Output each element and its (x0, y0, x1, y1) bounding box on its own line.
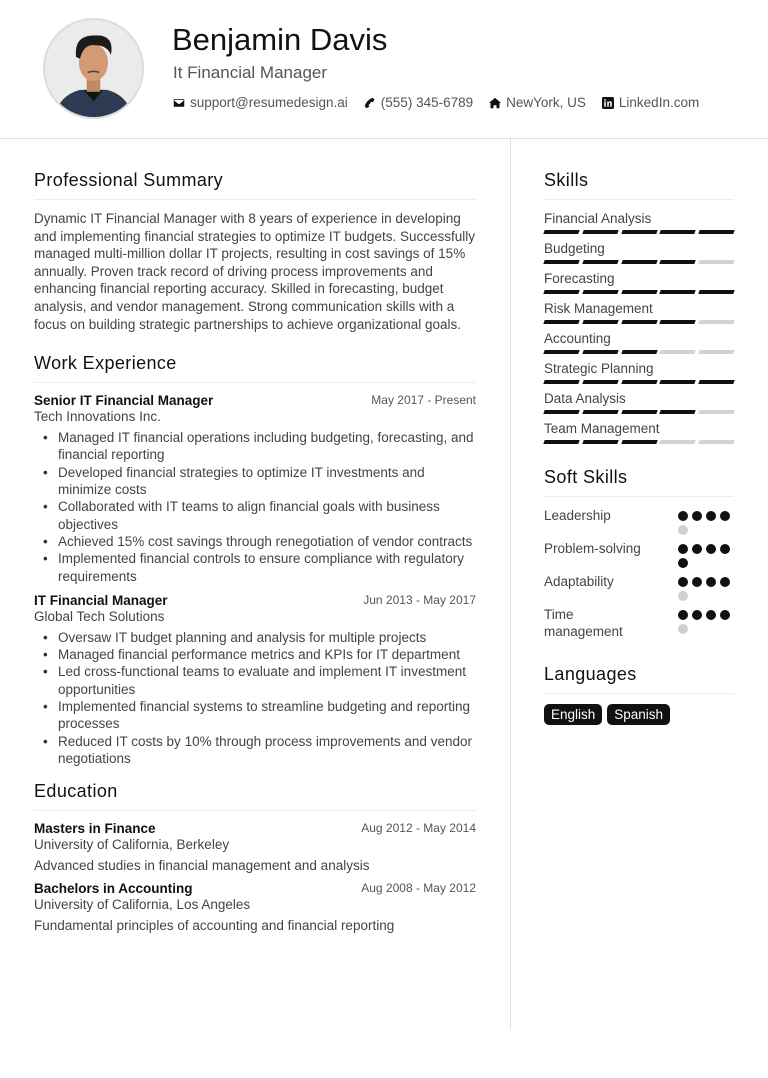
skill-level-segment (621, 440, 657, 444)
soft-skill-item (544, 540, 734, 568)
contact-location (489, 95, 586, 110)
job-date: Jun 2013 - May 2017 (363, 592, 476, 607)
education-header (34, 881, 476, 896)
soft-skill-rating (678, 540, 734, 568)
skill-level-segment (543, 320, 579, 324)
rating-dot-icon (678, 610, 688, 620)
skill-level-segment (543, 350, 579, 354)
education-section (34, 781, 476, 933)
education-date: Aug 2012 - May 2014 (361, 821, 476, 836)
skills-section (544, 170, 734, 445)
profile-photo (43, 18, 144, 119)
skill-name: Data Analysis (544, 391, 626, 406)
skill-level-segment (582, 260, 618, 264)
skill-level-segment (698, 320, 734, 324)
rating-dot-icon (706, 610, 716, 620)
skill-level-segment (660, 380, 696, 384)
skill-level-segment (582, 230, 618, 234)
skill-level-segment (660, 260, 696, 264)
job-bullet: • Led cross-functional teams to evaluate and implement IT investment opportunities (34, 663, 476, 698)
resume-header (0, 0, 768, 139)
skill-level-segment (543, 410, 579, 414)
education-degree: Bachelors in Accounting (34, 881, 193, 897)
soft-skills-heading: Soft Skills (544, 467, 734, 497)
job-bullet: • Achieved 15% cost savings through renegotiation of vendor contracts (34, 533, 476, 550)
language-list (544, 704, 734, 725)
soft-skill-name: Leadership (544, 508, 611, 523)
rating-dot-icon (678, 577, 688, 587)
contact-phone[interactable] (364, 95, 473, 110)
job-bullets (34, 429, 476, 585)
skill-name: Team Management (544, 421, 660, 436)
summary-text: Dynamic IT Financial Manager with 8 years of experience in developing and implementing financial strategies to optimize IT budgets. Successfully managed multi-million dollar IT projects, resulting in cost savings of 15% annually. Proven track record of driving process improvements and enhancing financial reporting accuracy. Skilled in forecasting, budget analysis, and vendor management. Strong communication skills with a focus on building strategic partnerships to achieve organizational goals. (34, 211, 475, 332)
skill-level-bar (544, 350, 734, 355)
job-role: IT Financial Manager (34, 592, 168, 608)
soft-skill-rating (678, 573, 734, 601)
skill-level-segment (698, 440, 734, 444)
contact-email[interactable] (173, 95, 348, 110)
language-badge: Spanish (607, 704, 670, 725)
skill-level-bar (544, 290, 734, 295)
job-date: May 2017 - Present (371, 393, 476, 408)
rating-dot-icon (706, 544, 716, 554)
skill-level-segment (698, 230, 734, 234)
skill-level-segment (698, 350, 734, 354)
soft-skill-rating (678, 606, 734, 634)
rating-dot-icon (692, 577, 702, 587)
job-bullet: • Developed financial strategies to optimize IT investments and minimize costs (34, 464, 476, 499)
job-bullet: • Reduced IT costs by 10% through process improvements and vendor negotiations (34, 733, 476, 768)
skill-level-segment (660, 350, 696, 354)
education-school: University of California, Los Angeles (34, 897, 251, 913)
home-icon (489, 97, 501, 109)
skill-level-segment (621, 350, 657, 354)
soft-skill-name: Adaptability (544, 574, 614, 589)
skill-level-segment (621, 230, 657, 234)
job-bullet: • Oversaw IT budget planning and analysis for multiple projects (34, 629, 476, 646)
rating-dot-icon (720, 511, 730, 521)
skill-item (544, 360, 734, 385)
skill-level-segment (582, 290, 618, 294)
job-bullet: • Managed IT financial operations including budgeting, forecasting, and financial reporting (34, 429, 476, 464)
rating-dot-icon (678, 511, 688, 521)
main-column (34, 170, 476, 941)
experience-section (34, 353, 476, 767)
envelope-icon (173, 97, 185, 109)
skill-name: Strategic Planning (544, 361, 654, 376)
contact-location-text: NewYork, US (506, 95, 586, 110)
candidate-name: Benjamin Davis (172, 22, 388, 57)
skill-level-segment (543, 230, 579, 234)
rating-dot-icon (720, 610, 730, 620)
skill-level-segment (582, 440, 618, 444)
skill-item (544, 390, 734, 415)
skill-level-segment (543, 380, 579, 384)
skill-level-segment (660, 290, 696, 294)
skill-level-bar (544, 440, 734, 445)
skill-level-segment (660, 320, 696, 324)
contact-email-text: support@resumedesign.ai (190, 95, 348, 110)
skill-level-bar (544, 230, 734, 235)
skill-item (544, 270, 734, 295)
education-entry (34, 821, 476, 873)
skill-level-segment (698, 410, 734, 414)
job-company: Global Tech Solutions (34, 608, 165, 624)
skill-level-segment (543, 290, 579, 294)
skills-heading: Skills (544, 170, 734, 200)
education-heading: Education (34, 781, 476, 811)
summary-section (34, 170, 476, 333)
skill-level-segment (660, 230, 696, 234)
skill-level-segment (621, 380, 657, 384)
languages-section (544, 664, 734, 725)
soft-skills-section (544, 467, 734, 640)
education-header (34, 821, 476, 836)
contact-phone-text: (555) 345-6789 (380, 95, 474, 110)
skill-level-bar (544, 260, 734, 265)
contact-list (173, 95, 699, 110)
avatar-icon (45, 20, 142, 117)
job-bullet: • Managed financial performance metrics and KPIs for IT department (34, 646, 476, 663)
skill-name: Forecasting (544, 271, 615, 286)
skill-level-segment (543, 260, 579, 264)
contact-linkedin[interactable] (602, 95, 699, 110)
job-header (34, 393, 476, 408)
skill-level-segment (698, 260, 734, 264)
skill-name: Financial Analysis (544, 211, 652, 226)
skill-level-segment (698, 380, 734, 384)
rating-dot-icon (706, 577, 716, 587)
skill-level-segment (582, 350, 618, 354)
rating-dot-icon (678, 558, 688, 568)
rating-dot-icon (678, 544, 688, 554)
rating-dot-icon (692, 511, 702, 521)
rating-dot-icon (720, 577, 730, 587)
job-bullet: • Implemented financial controls to ensure compliance with regulatory requirements (34, 550, 476, 585)
job-bullets (34, 629, 476, 767)
skill-level-segment (582, 410, 618, 414)
skill-level-segment (660, 440, 696, 444)
job-header (34, 593, 476, 608)
sidebar-column (544, 170, 734, 725)
linkedin-icon (602, 97, 614, 109)
skill-level-segment (621, 320, 657, 324)
skill-name: Risk Management (544, 301, 653, 316)
rating-dot-icon (706, 511, 716, 521)
skill-item (544, 420, 734, 445)
education-entry (34, 881, 476, 933)
skill-item (544, 240, 734, 265)
skill-name: Budgeting (544, 241, 605, 256)
rating-dot-icon (678, 525, 688, 535)
job-bullet: • Implemented financial systems to streamline budgeting and reporting processes (34, 698, 476, 733)
soft-skill-rating (678, 507, 734, 535)
skill-name: Accounting (544, 331, 611, 346)
soft-skill-item (544, 606, 734, 640)
candidate-title: It Financial Manager (173, 63, 328, 82)
language-badge: English (544, 704, 602, 725)
skill-level-bar (544, 410, 734, 415)
job-company: Tech Innovations Inc. (34, 409, 161, 425)
soft-skill-name: Problem-solving (544, 541, 641, 556)
skill-level-bar (544, 320, 734, 325)
rating-dot-icon (720, 544, 730, 554)
skill-level-segment (660, 410, 696, 414)
education-description: Advanced studies in financial management and analysis (34, 858, 370, 874)
education-description: Fundamental principles of accounting and financial reporting (34, 918, 395, 934)
skill-item (544, 300, 734, 325)
skill-level-bar (544, 380, 734, 385)
skill-item (544, 330, 734, 355)
soft-skill-item (544, 507, 734, 535)
education-school: University of California, Berkeley (34, 837, 230, 853)
soft-skill-item (544, 573, 734, 601)
skill-level-segment (582, 320, 618, 324)
skill-level-segment (543, 440, 579, 444)
education-date: Aug 2008 - May 2012 (361, 881, 476, 896)
summary-heading: Professional Summary (34, 170, 476, 200)
soft-skill-name: Time management (544, 607, 623, 639)
job-bullet: • Collaborated with IT teams to align financial goals with business objectives (34, 498, 476, 533)
phone-icon (364, 97, 376, 109)
job-entry (34, 593, 476, 767)
skill-item (544, 210, 734, 235)
contact-linkedin-text: LinkedIn.com (618, 95, 700, 110)
job-entry (34, 393, 476, 585)
education-degree: Masters in Finance (34, 821, 156, 837)
skill-level-segment (698, 290, 734, 294)
rating-dot-icon (692, 610, 702, 620)
skill-level-segment (621, 290, 657, 294)
job-role: Senior IT Financial Manager (34, 393, 214, 409)
languages-heading: Languages (544, 664, 734, 694)
skill-level-segment (621, 260, 657, 264)
skill-level-segment (582, 380, 618, 384)
rating-dot-icon (692, 544, 702, 554)
rating-dot-icon (678, 624, 688, 634)
rating-dot-icon (678, 591, 688, 601)
column-divider (510, 139, 511, 1029)
experience-heading: Work Experience (34, 353, 476, 383)
skill-level-segment (621, 410, 657, 414)
